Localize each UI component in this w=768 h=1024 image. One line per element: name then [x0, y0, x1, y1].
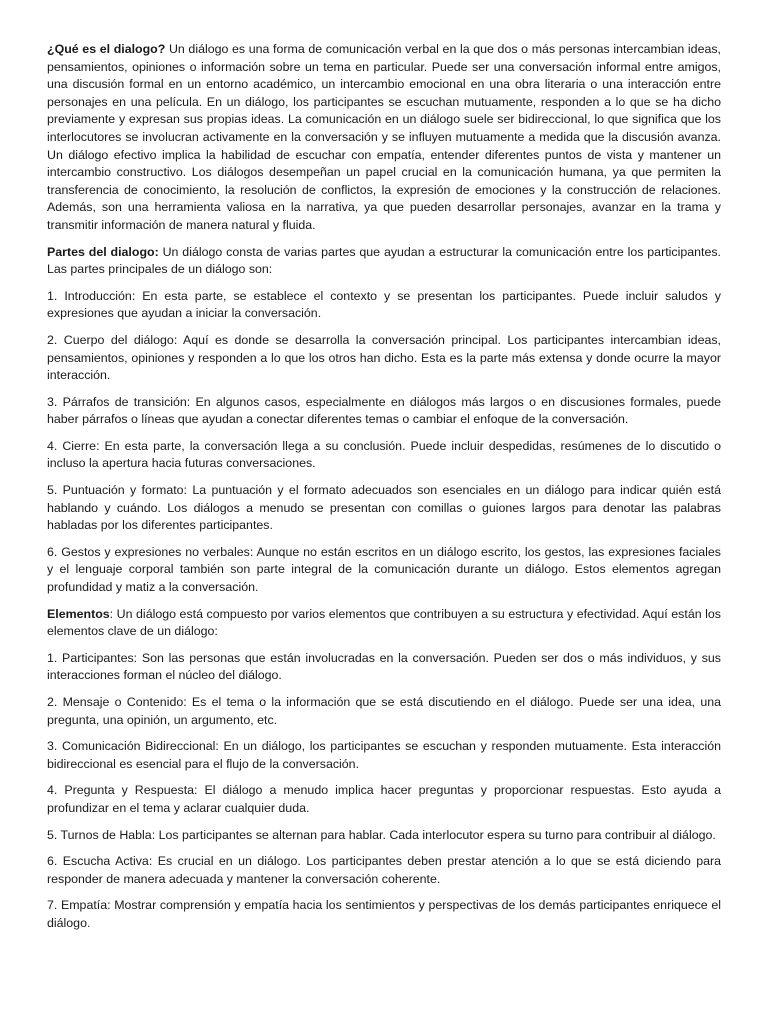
elements-item-5: 5. Turnos de Habla: Los participantes se alternan para hablar. Cada interlocutor espera su turno para contribuir al diálogo. — [47, 827, 716, 842]
parts-item-1: 1. Introducción: En esta parte, se establece el contexto y se presentan los participantes. Puede incluir saludos y expresiones que ayudan a iniciar la conversación. — [47, 288, 721, 321]
parts-text: Un diálogo consta de varias partes que ayudan a estructurar la comunicación entre los participantes. Las partes principales de un diálogo son: — [47, 244, 721, 277]
elements-text: : Un diálogo está compuesto por varios elementos que contribuyen a su estructura y efectividad. Aquí están los elementos clave de un diálogo: — [47, 606, 721, 639]
elements-item-1: 1. Participantes: Son las personas que están involucradas en la conversación. Pueden ser dos o más individuos, y sus interacciones forman el núcleo del diálogo. — [47, 650, 721, 683]
parts-paragraph — [47, 244, 721, 279]
elements-item-2: 2. Mensaje o Contenido: Es el tema o la información que se está discutiendo en el diálogo. Puede ser una idea, una pregunta, una opinión, un argumento, etc. — [47, 695, 721, 727]
parts-item-4: 4. Cierre: En esta parte, la conversación llega a su conclusión. Puede incluir despedidas, resúmenes de lo discutido o incluso la apertura hacia futuras conversaciones. — [47, 438, 721, 471]
elements-paragraph — [47, 606, 721, 641]
parts-item-3: 3. Párrafos de transición: En algunos casos, especialmente en diálogos más largos o en discusiones formales, puede haber párrafos o líneas que ayudan a conectar diferentes temas o cambiar el enfoque de la conversación. — [47, 394, 721, 427]
elements-item-4: 4. Pregunta y Respuesta: El diálogo a menudo implica hacer preguntas y proporcionar respuestas. Esto ayuda a profundizar en el tema y aclarar cualquier duda. — [47, 783, 721, 815]
elements-heading: Elementos — [47, 606, 110, 621]
intro-text: Un diálogo es una forma de comunicación verbal en la que dos o más personas intercambian ideas, pensamientos, opiniones o información sobre un tema en particular. Puede ser una conversación informal entre amigos, una discusión formal en un entorno académico, un intercambio emocional en una obra literaria o una interacción entre personajes en una película. En un diálogo, los participantes se escuchan mutuamente, responden a lo que se ha dicho previamente y expresan sus propias ideas. La comunicación en un diálogo suele ser bidireccional, lo que significa que los interlocutores se involucran activamente en la conversación y se influyen mutuamente a medida que la discusión avanza. Un diálogo efectivo implica la habilidad de escuchar con empatía, entender diferentes puntos de vista y mantener un intercambio constructivo. Los diálogos desempeñan un papel crucial en la comunicación humana, ya que permiten la transferencia de conocimiento, la resolución de conflictos, la expresión de emociones y la construcción de relaciones. Además, son una herramienta valiosa en la narrativa, ya que pueden desarrollar personajes, avanzar en la trama y transmitir información de manera natural y fluida. — [47, 42, 721, 232]
parts-heading: Partes del dialogo: — [47, 244, 159, 259]
elements-item-3: 3. Comunicación Bidireccional: En un diálogo, los participantes se escuchan y responden mutuamente. Esta interacción bidireccional es esencial para el flujo de la conversación. — [47, 739, 721, 771]
parts-item-6: 6. Gestos y expresiones no verbales: Aunque no están escritos en un diálogo escrito, los gestos, las expresiones faciales y el lenguaje corporal también son parte integral de la comunicación durante un diálogo. Estos elementos agregan profundidad y matiz a la conversación. — [47, 544, 721, 595]
parts-item-2: 2. Cuerpo del diálogo: Aquí es donde se desarrolla la conversación principal. Los participantes intercambian ideas, pensamientos, opiniones y responden a lo que los otros han dicho. Esta es la parte más extensa y donde ocurre la mayor interacción. — [47, 332, 721, 383]
intro-heading: ¿Qué es el dialogo? — [47, 42, 166, 56]
parts-item-5: 5. Puntuación y formato: La puntuación y el formato adecuados son esenciales en un diálogo para indicar quién está hablando y cuándo. Los diálogos a menudo se presentan con comillas o guiones largos para denotar las palabras habladas por los diferentes participantes. — [47, 483, 721, 533]
elements-item-6: 6. Escucha Activa: Es crucial en un diálogo. Los participantes deben prestar atención a lo que se está diciendo para responder de manera adecuada y mantener la conversación coherente. — [47, 854, 721, 886]
elements-item-7: 7. Empatía: Mostrar comprensión y empatía hacia los sentimientos y perspectivas de los demás participantes enriquece el diálogo. — [47, 898, 721, 930]
intro-paragraph — [47, 41, 721, 235]
